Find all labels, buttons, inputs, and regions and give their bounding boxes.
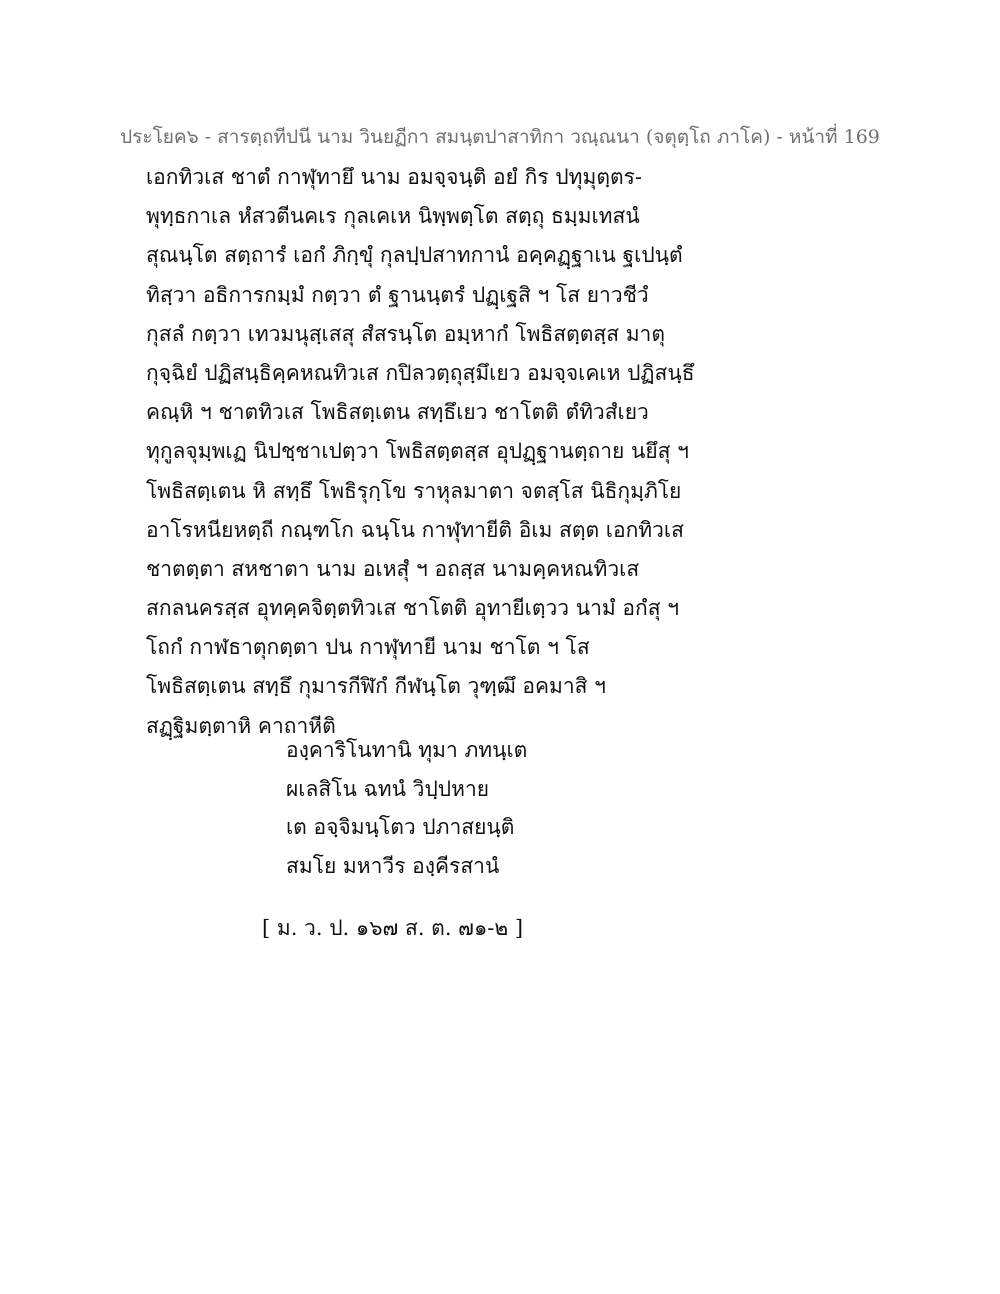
verse-line: สมโย มหาวีร องฺคีรสานํ [286,853,500,878]
body-line: พุทฺธกาเล หํสวตีนคเร กุลเคเห นิพฺพตฺโต สตฺถุ ธมฺมเทสนํ [146,204,640,229]
body-line: อาโรหนียหตฺถี กณฺฑโก ฉนฺโน กาฬุทายีติ อิเม สตฺต เอกทิวเส [146,517,684,542]
body-line: สกลนครสฺส อุทคฺคจิตฺตทิวเส ชาโตติ อุทายีเตฺวว นามํ อกํสุ ฯ [146,596,680,621]
body-line: คณฺหิ ฯ ชาตทิวเส โพธิสตฺเตน สทฺธึเยว ชาโตติ ตํทิวสํเยว [146,400,649,425]
body-line: ทุกูลจุมฺพเฏ นิปชฺชาเปตฺวา โพธิสตฺตสฺส อุปฏฺฐานตฺถาย นยึสุ ฯ [146,439,689,464]
verse-block [286,731,686,885]
verse-line: องฺคาริโนทานิ ทุมา ภทนฺเต [286,738,528,762]
body-line: กุสลํ กตฺวา เทวมนุสฺเสสุ สํสรนฺโต อมฺหากํ โพธิสตฺตสฺส มาตุ [146,321,665,346]
body-line: ชาตตฺตา สหชาตา นาม อเหสุํ ฯ อถสฺส นามคฺคหณทิวเส [146,556,640,581]
citation-reference: [ ม. ว. ป. ๑๖๗ ส. ต. ๗๑-๒ ] [262,916,524,940]
body-line: เอกทิวเส ชาตํ กาฬุทายึ นาม อมจฺจนฺติ อยํ กิร ปทุมุตฺตร- [146,165,642,189]
verse-line: ผเลสิโน ฉทนํ วิปฺปหาย [286,776,490,801]
body-line: โถกํ กาฬธาตุกตฺตา ปน กาฬุทายี นาม ชาโต ฯ โส [146,635,590,660]
verse-line: เต อจฺจิมนฺโตว ปภาสยนฺติ [286,815,515,839]
page-header: ประโยค๖ - สารตฺถทีปนี นาม วินยฏีกา สมนฺตปาสาทิกา วณฺณนา (จตุตฺโถ ภาโค) - หน้าที่ 169 [120,126,880,148]
body-line: กุจฺฉิยํ ปฏิสนฺธิคฺคหณทิวเส กปิลวตฺถุสฺมึเยว อมจฺจเคเห ปฏิสนฺธึ [146,360,695,385]
body-line: ทิสฺวา อธิการกมฺมํ กตฺวา ตํ ฐานนฺตรํ ปฏฺเฐสิ ฯ โส ยาวชีวํ [146,282,649,307]
body-line: โพธิสตฺเตน หิ สทฺธึ โพธิรุกฺโข ราหุลมาตา จตสฺโส นิธิกุมฺภิโย [146,478,682,503]
body-paragraph [146,158,706,746]
body-line: สฏฺฐิมตฺตาหิ คาถาหีติ [146,713,336,738]
body-line: สุณนฺโต สตฺถารํ เอกํ ภิกฺขุํ กุลปฺปสาทกานํ อคฺคฏฺฐาเน ฐเปนฺตํ [146,243,683,268]
body-line: โพธิสตฺเตน สทฺธึ กุมารกีฬิกํ กีฬนฺโต วุฑฺฒึ อคมาสิ ฯ [146,674,606,699]
